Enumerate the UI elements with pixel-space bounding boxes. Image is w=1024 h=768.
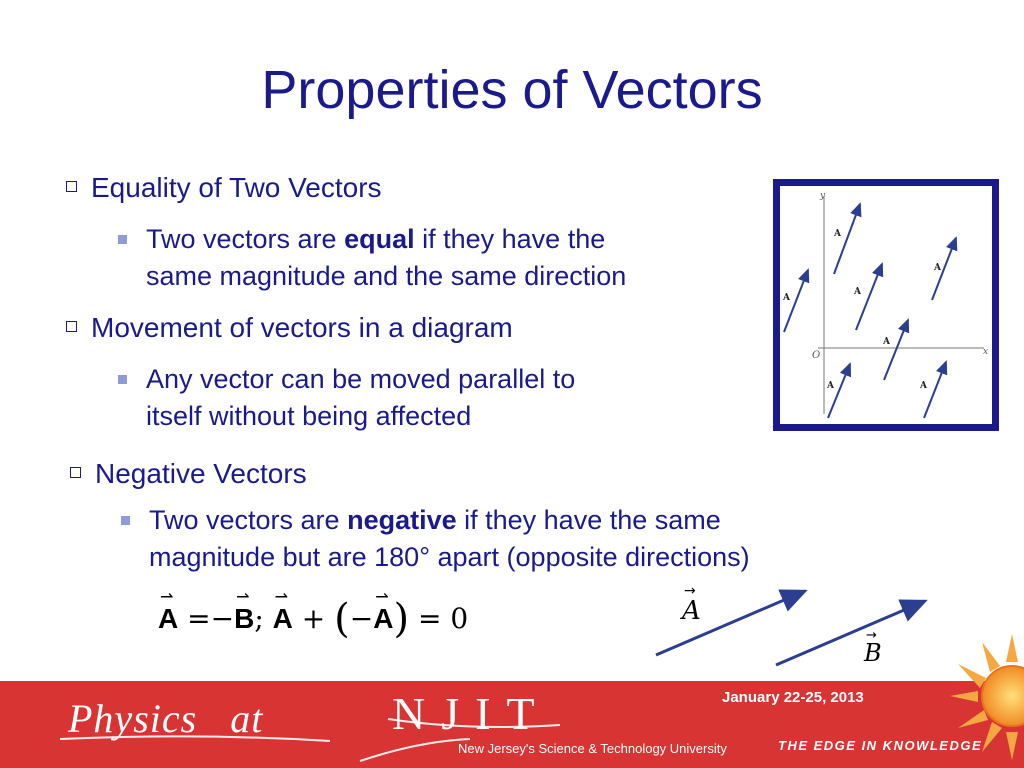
bold-term: equal <box>344 224 415 254</box>
event-date: January 22-25, 2013 <box>722 689 864 706</box>
vector-formula <box>158 589 469 642</box>
checkbox-bullet-icon <box>66 181 77 192</box>
university-name: New Jersey's Science & Technology University <box>458 741 727 756</box>
arrow-accent-icon: ⇀ <box>236 589 250 606</box>
arrow-accent-icon: → <box>866 628 877 643</box>
vector-label: A <box>883 337 890 347</box>
vector-label: A <box>920 381 927 391</box>
arrow-accent-icon: ⇀ <box>375 589 389 606</box>
vector-b-arrow <box>776 601 925 665</box>
bullet-negative <box>70 458 307 490</box>
sub-bullet-movement-definition <box>146 361 575 435</box>
square-bullet-icon <box>118 235 127 244</box>
arrow-accent-icon: → <box>684 583 696 599</box>
bullet-movement <box>66 312 513 344</box>
zero: 0 <box>450 602 469 635</box>
vector-diagram-figure <box>773 179 999 431</box>
vector-a-arrow <box>656 591 805 655</box>
vector-a-7 <box>924 362 946 418</box>
bold-term: negative <box>347 505 457 535</box>
vector-b-label: B <box>864 639 882 667</box>
text-segment: Any vector can be moved parallel to <box>146 364 576 394</box>
origin-label: O <box>812 350 821 361</box>
bullet-label: Negative Vectors <box>95 458 307 489</box>
checkbox-bullet-icon <box>66 321 77 332</box>
vector-a-6 <box>828 364 850 418</box>
bullet-label: Equality of Two Vectors <box>91 172 382 203</box>
symbol-text: A <box>158 603 179 634</box>
left-paren: ( <box>334 596 350 642</box>
text-segment: if they have the <box>414 224 606 254</box>
x-axis-label: x <box>983 347 989 357</box>
separator: ; <box>254 602 264 635</box>
text-segment: Two vectors are <box>149 505 348 535</box>
text-segment: Two vectors are <box>146 224 345 254</box>
vector-a-3 <box>856 264 882 330</box>
equals-sign: = <box>418 602 442 635</box>
minus-sign: − <box>210 602 235 635</box>
text-segment: magnitude but are 180° apart (opposite directions) <box>149 542 750 572</box>
plus-sign: + <box>301 602 326 635</box>
logo-word: Physics <box>68 696 198 741</box>
text-segment: if they have the same <box>456 505 721 535</box>
vector-a-symbol <box>272 589 293 634</box>
text-segment: itself without being affected <box>146 401 472 431</box>
physics-logo-text <box>68 695 263 742</box>
vector-a-1 <box>834 204 860 274</box>
sub-bullet-equal-definition <box>146 221 626 295</box>
footer-banner <box>0 681 1024 768</box>
sub-bullet-negative-definition <box>149 502 750 576</box>
vector-label: A <box>834 229 841 239</box>
equals-sign: = <box>187 602 211 635</box>
arrow-accent-icon: ⇀ <box>160 589 174 606</box>
njit-logo: NJIT <box>392 688 551 739</box>
logo-word: at <box>230 696 264 741</box>
minus-sign: − <box>349 602 374 635</box>
slide-title: Properties of Vectors <box>261 60 763 120</box>
vector-label: A <box>783 293 790 303</box>
square-bullet-icon <box>118 375 127 384</box>
y-axis-label: y <box>820 191 826 201</box>
sun-logo-icon <box>932 626 1024 768</box>
tagline: THE EDGE IN KNOWLEDGE <box>778 738 983 753</box>
vector-diagram-svg <box>780 186 992 424</box>
vector-label: A <box>827 381 834 391</box>
vector-label: A <box>934 263 941 273</box>
checkbox-bullet-icon <box>70 467 81 478</box>
vector-label: A <box>854 287 861 297</box>
bullet-label: Movement of vectors in a diagram <box>91 312 513 343</box>
text-segment: same magnitude and the same direction <box>146 261 627 291</box>
bullet-equality <box>66 172 382 204</box>
symbol-text: B <box>234 603 255 634</box>
arrow-accent-icon: ⇀ <box>274 589 289 606</box>
square-bullet-icon <box>121 516 130 525</box>
opposite-vectors-figure <box>650 575 940 675</box>
symbol-text: A <box>272 603 293 634</box>
right-paren: ) <box>393 596 410 642</box>
vector-a-symbol <box>373 589 394 634</box>
vector-a-symbol <box>158 589 179 634</box>
symbol-text: A <box>373 603 394 634</box>
vector-a-label: A <box>682 596 701 626</box>
vector-a-5 <box>884 320 908 380</box>
vector-b-symbol <box>234 589 255 634</box>
